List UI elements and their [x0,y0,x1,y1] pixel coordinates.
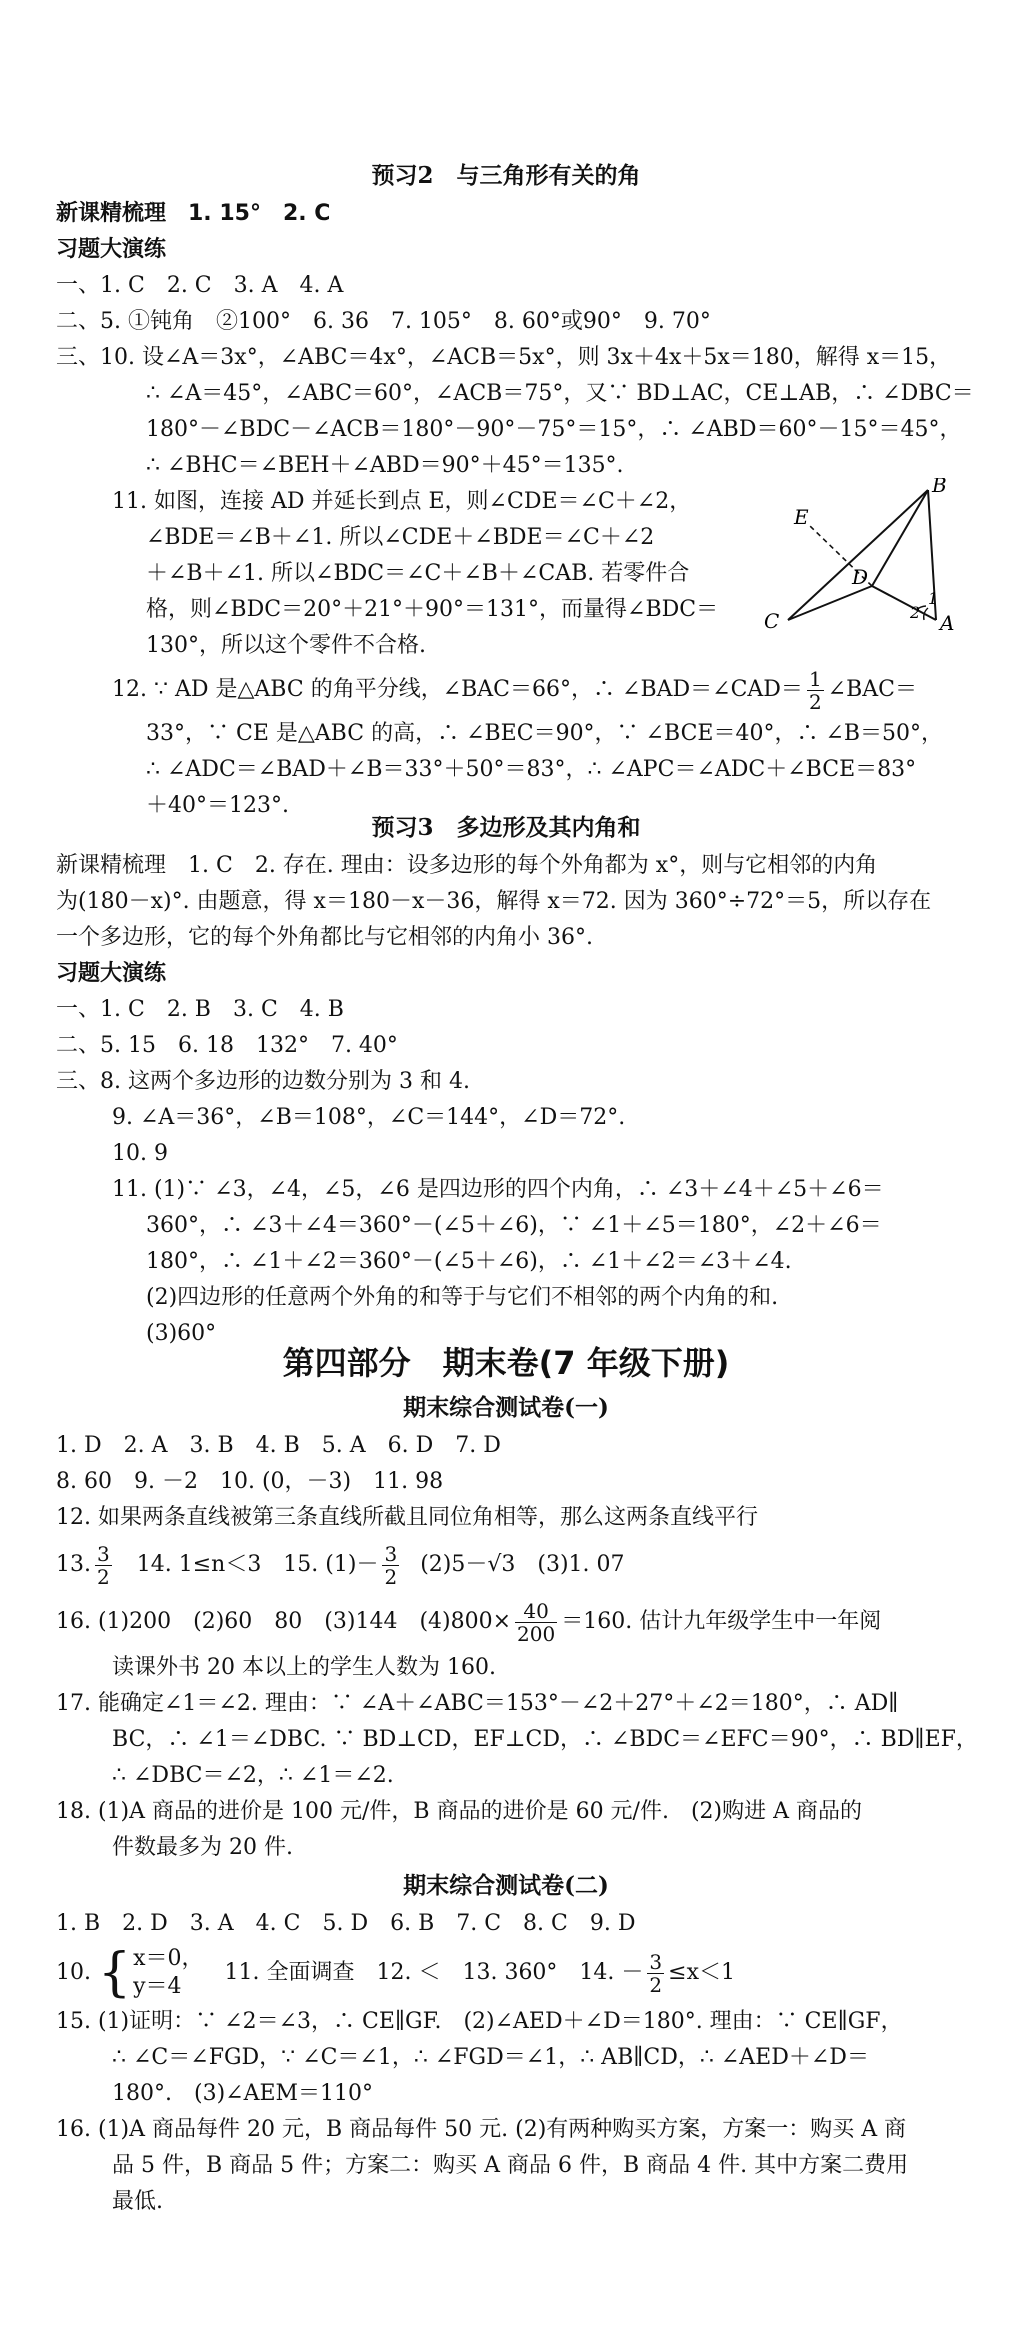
text-line: ∴ ∠BHC＝∠BEH＋∠ABD＝90°＋45°＝135°. [146,453,624,478]
text-line: 18. (1)A 商品的进价是 100 元/件，B 商品的进价是 60 元/件. (2)购进 A 商品的 [56,1799,862,1824]
text-line: 件数最多为 20 件. [112,1835,293,1860]
subheading: 习题大演练 [56,961,167,986]
text-line: 180°－∠BDC－∠ACB＝180°－90°－75°＝15°，∴ ∠ABD＝60°－15°＝45°， [146,417,962,442]
label-b: B [932,478,947,497]
label-e: E [794,505,809,529]
text-line: 一个多边形，它的每个外角都比与它相邻的内角小 36°. [56,925,593,950]
label-c: C [764,609,780,633]
text-line: 一、1. C 2. C 3. A 4. A [56,273,344,298]
text-line: 三、8. 这两个多边形的边数分别为 3 和 4. [56,1069,470,1094]
text-line: 360°，∴ ∠3＋∠4＝360°－(∠5＋∠6)，∵ ∠1＋∠5＝180°，∠2＋∠6＝ [146,1213,882,1238]
section-preview-3 [56,808,956,1352]
text-line: 16. (1)A 商品每件 20 元，B 商品每件 50 元. (2)有两种购买方案，方案一：购买 A 商 [56,2117,907,2142]
text-line: (3)60° [146,1321,217,1346]
text-line: ∴ ∠C＝∠FGD，∵ ∠C＝∠1，∴ ∠FGD＝∠1，∴ AB∥CD，∴ ∠AED＋∠D＝ [112,2045,869,2070]
text-line: 最低. [112,2189,163,2214]
text-line: 180°. (3)∠AEM＝110° [112,2081,374,2106]
section-title: 预习2 与三角形有关的角 [371,162,641,189]
text-line: (2)四边形的任意两个外角的和等于与它们不相邻的两个内角的和. [146,1285,779,1310]
text-line: 16. (1)200 (2)60 80 (3)144 (4)800× $\frac{40}{200}$ ＝160. 估计九年级学生中一年阅 [56,1598,882,1646]
fraction: $\frac{1}{2}$ [808,666,822,714]
text-line: 13. $\frac{3}{2}$ 14. 1≤n＜3 15. (1)－ $\frac{3}{2}$ (2)5－√3 (3)1. 07 [56,1541,625,1589]
text-line: 10. { x＝0， y＝4 11. 全面调查 12. ＜ 13. 360° 14. － $\frac{3}{2}$ ≤x＜1 [56,1943,735,2003]
text-line: ∴ ∠A＝45°，∠ABC＝60°，∠ACB＝75°，又∵ BD⊥AC，CE⊥AB，∴ ∠DBC＝ [146,381,974,406]
fraction: $\frac{40}{200}$ [517,1598,556,1646]
text-line: ＋∠B＋∠1. 所以∠BDC＝∠C＋∠B＋∠CAB. 若零件合 [146,561,690,586]
text-line: 格，则∠BDC＝20°＋21°＋90°＝131°，而量得∠BDC＝ [146,597,719,622]
section-final-exams [56,1338,978,2220]
text-line: 1. D 2. A 3. B 4. B 5. A 6. D 7. D [56,1433,501,1458]
text-line: ∴ ∠DBC＝∠2，∴ ∠1＝∠2. [112,1763,394,1788]
text-line: 二、5. 15 6. 18 132° 7. 40° [56,1033,398,1058]
text-line: 一、1. C 2. B 3. C 4. B [56,997,344,1022]
exam-title-2: 期末综合测试卷(二) [403,1872,609,1899]
text-line: 8. 60 9. －2 10. (0，－3) 11. 98 [56,1469,444,1494]
text-line: 品 5 件，B 商品 5 件；方案二：购买 A 商品 6 件，B 商品 4 件. 其中方案二费用 [112,2153,909,2178]
text-line: BC，∴ ∠1＝∠DBC. ∵ BD⊥CD，EF⊥CD，∴ ∠BDC＝∠EFC＝90°，∴ BD∥EF， [112,1727,978,1752]
text-line: 33°，∵ CE 是△ABC 的高，∴ ∠BEC＝90°，∵ ∠BCE＝40°，∴ ∠B＝50°， [146,721,944,746]
text-line: 12. ∵ AD 是△ABC 的角平分线，∠BAC＝66°，∴ ∠BAD＝∠CAD＝ $\frac{1}{2}$ ∠BAC＝ [112,666,917,714]
text-line: 11. 如图，连接 AD 并延长到点 E，则∠CDE＝∠C＋∠2， [112,489,692,514]
text-line: ∠BDE＝∠B＋∠1. 所以∠CDE＋∠BDE＝∠C＋∠2 [146,525,655,550]
text-line: 12. 如果两条直线被第三条直线所截且同位角相等，那么这两条直线平行 [56,1505,758,1530]
fraction: $\frac{3}{2}$ [97,1541,110,1589]
text-line: 180°，∴ ∠1＋∠2＝360°－(∠5＋∠6)，∴ ∠1＋∠2＝∠3＋∠4. [146,1249,792,1274]
text-line: ∴ ∠ADC＝∠BAD＋∠B＝33°＋50°＝83°，∴ ∠APC＝∠ADC＋∠BCE＝83° [146,757,917,782]
text-line: 1. B 2. D 3. A 4. C 5. D 6. B 7. C 8. C 9. D [56,1911,636,1936]
label-1: 1 [928,589,939,608]
subheading: 习题大演练 [56,237,167,262]
text-line: 9. ∠A＝36°，∠B＝108°，∠C＝144°，∠D＝72°. [112,1105,626,1130]
text-line: 新课精梳理 1. C 2. 存在. 理由：设多边形的每个外角都为 x°，则与它相邻的内角 [56,853,878,878]
equation-system: x＝0， y＝4 [133,1946,204,1999]
text-line: 读课外书 20 本以上的学生人数为 160. [112,1655,496,1680]
text-line: 11. (1)∵ ∠3，∠4，∠5，∠6 是四边形的四个内角，∴ ∠3＋∠4＋∠5＋∠6＝ [112,1177,884,1202]
text-line: 130°，所以这个零件不合格. [146,633,426,658]
text-line: 二、5. ①钝角 ②100° 6. 36 7. 105° 8. 60°或90° 9. 70° [56,309,711,334]
label-a: A [940,611,955,635]
label-d: D [852,565,869,589]
text-line: 10. 9 [112,1141,168,1166]
brace: { [98,1943,132,2003]
text-line: 15. (1)证明：∵ ∠2＝∠3，∴ CE∥GF. (2)∠AED＋∠D＝180°. 理由：∵ CE∥GF， [56,2009,903,2034]
label-2: 2 [910,603,921,622]
fraction: $\frac{3}{2}$ [384,1541,398,1589]
triangle-figure [750,478,960,638]
fraction: $\frac{3}{2}$ [649,1949,663,1997]
text-line: 为(180－x)°. 由题意，得 x＝180－x－36，解得 x＝72. 因为 360°÷72°＝5，所以存在 [56,889,932,914]
text-line: 新课精梳理 1. 15° 2. C [56,201,331,226]
text-line: 三、10. 设∠A＝3x°，∠ABC＝4x°，∠ACB＝5x°，则 3x＋4x＋5x＝180，解得 x＝15， [56,345,952,370]
exam-title-1: 期末综合测试卷(一) [403,1394,609,1421]
part-title: 第四部分 期末卷(7 年级下册) [282,1344,730,1382]
text-line: ＋40°＝123°. [146,793,289,818]
section-title: 预习3 多边形及其内角和 [371,814,641,841]
text-line: 17. 能确定∠1＝∠2. 理由：∵ ∠A＋∠ABC＝153°－∠2＋27°＋∠2＝180°，∴ AD∥ [56,1691,899,1716]
